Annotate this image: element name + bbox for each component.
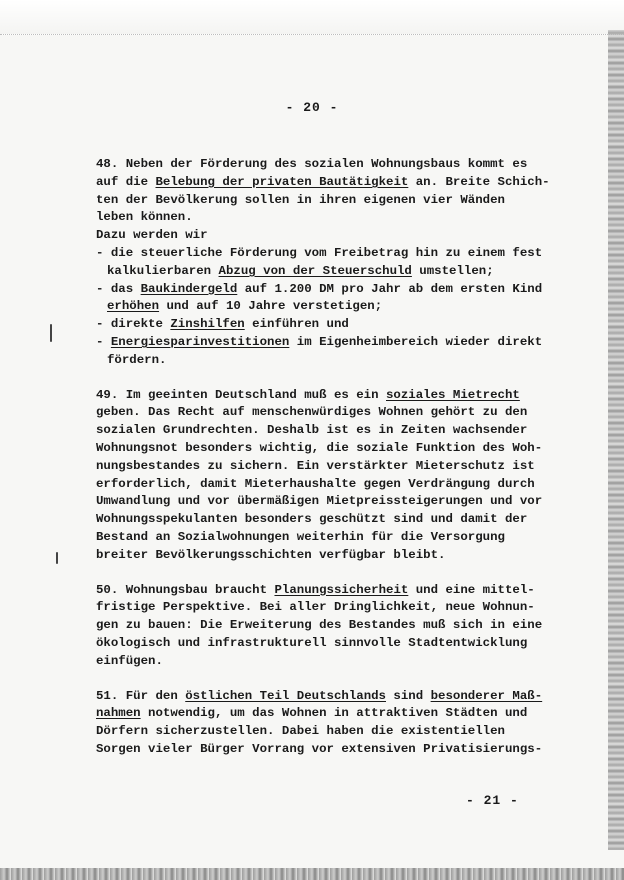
text-line (96, 705, 532, 723)
next-page-number: - 21 - (466, 793, 519, 808)
bullet-continuation: fördern. (107, 352, 167, 367)
emphasis-underline: Abzug von der Steuerschuld (218, 263, 412, 278)
text-run: auf die (96, 174, 156, 189)
bullet-line (96, 334, 543, 352)
text-line: leben können. (96, 210, 193, 225)
bullet-continuation (96, 298, 532, 316)
scan-bottom-edge (0, 868, 624, 880)
section-51 (96, 688, 543, 759)
text-run: sind (386, 688, 431, 703)
emphasis-underline: Zinshilfen (170, 317, 245, 332)
text-run: 49. Im geeinten Deutschland muß es ein (96, 387, 386, 402)
bullet-line (96, 281, 543, 299)
bullet-continuation (96, 263, 532, 281)
emphasis-underline: Baukindergeld (140, 281, 238, 296)
text-run: kalkulierbaren (107, 263, 219, 278)
text-line: nungsbestandes zu sichern. Ein verstärkter Mieterschutz ist (96, 458, 535, 473)
scan-right-edge (608, 30, 624, 850)
section-48 (96, 156, 550, 370)
text-run: und eine mittel- (408, 582, 535, 597)
text-run: 50. Wohnungsbau braucht (96, 582, 275, 597)
text-line: Umwandlung und vor übermäßigen Mietpreissteigerungen und vor (96, 494, 543, 509)
emphasis-underline: Belebung der privaten Bautätigkeit (155, 174, 409, 189)
text-run: einführen und (244, 317, 349, 332)
text-run: - das (96, 281, 141, 296)
text-line (96, 387, 532, 405)
text-line: sozialen Grundrechten. Deshalb ist es in Zeiten wachsender (96, 423, 528, 438)
text-line (96, 582, 535, 600)
emphasis-underline: erhöhen (107, 299, 160, 314)
emphasis-underline: soziales Mietrecht (386, 387, 520, 402)
text-line: Dörfern sicherzustellen. Dabei haben die existentiellen (96, 724, 505, 739)
emphasis-underline: Energiesparinvestitionen (110, 334, 290, 349)
text-line: 48. Neben der Förderung des sozialen Wohnungsbaus kommt es (96, 157, 528, 171)
emphasis-underline: nahmen (96, 706, 141, 721)
text-line: Wohnungsnot besonders wichtig, die soziale Funktion des Woh- (96, 440, 543, 455)
text-run: umstellen; (411, 263, 494, 278)
text-line: Dazu werden wir (96, 228, 208, 243)
text-line (96, 688, 543, 706)
text-run: - (96, 334, 111, 349)
margin-mark (50, 324, 52, 342)
text-line: Bestand an Sozialwohnungen weiterhin für die Versorgung (96, 529, 505, 544)
text-line: breiter Bevölkerungsschichten verfügbar bleibt. (96, 547, 446, 562)
text-line: einfügen. (96, 653, 163, 668)
text-run: und auf 10 Jahre verstetigen; (159, 299, 383, 314)
text-line: fristige Perspektive. Bei aller Dringlichkeit, neue Wohnun- (96, 600, 535, 615)
text-run: - direkte (96, 317, 171, 332)
bullet-line: - die steuerliche Förderung vom Freibetrag hin zu einem fest (96, 245, 543, 260)
bullet-line (96, 316, 532, 334)
text-run: an. Breite Schich- (408, 174, 550, 189)
text-line (96, 174, 550, 192)
text-line: erforderlich, damit Mieterhaushalte gegen Verdrängung durch (96, 476, 535, 491)
section-50 (96, 582, 543, 671)
emphasis-underline: Planungssicherheit (274, 582, 409, 597)
emphasis-underline: besonderer Maß- (430, 688, 543, 703)
page-number: - 20 - (285, 100, 339, 115)
text-run: 51. Für den (96, 688, 186, 703)
margin-mark (56, 552, 58, 564)
text-line: ten der Bevölkerung sollen in ihren eigenen vier Wänden (96, 192, 505, 207)
text-line: gen zu bauen: Die Erweiterung des Bestandes muß sich in eine (96, 618, 543, 633)
text-run: im Eigenheimbereich wieder direkt (289, 334, 543, 349)
text-line: Wohnungsspekulanten besonders geschützt sind und damit der (96, 512, 528, 527)
scan-top-edge (0, 0, 624, 35)
text-run: auf 1.200 DM pro Jahr ab dem ersten Kind (237, 281, 543, 296)
section-49 (96, 387, 543, 565)
text-run: notwendig, um das Wohnen in attraktiven Städten und (140, 706, 528, 721)
document-body (96, 156, 550, 776)
text-line: ökologisch und infrastrukturell sinnvolle Stadtentwicklung (96, 635, 528, 650)
emphasis-underline: östlichen Teil Deutschlands (185, 688, 386, 703)
text-line: Sorgen vieler Bürger Vorrang vor extensiven Privatisierungs- (96, 741, 543, 756)
text-line: geben. Das Recht auf menschenwürdiges Wohnen gehört zu den (96, 405, 528, 420)
